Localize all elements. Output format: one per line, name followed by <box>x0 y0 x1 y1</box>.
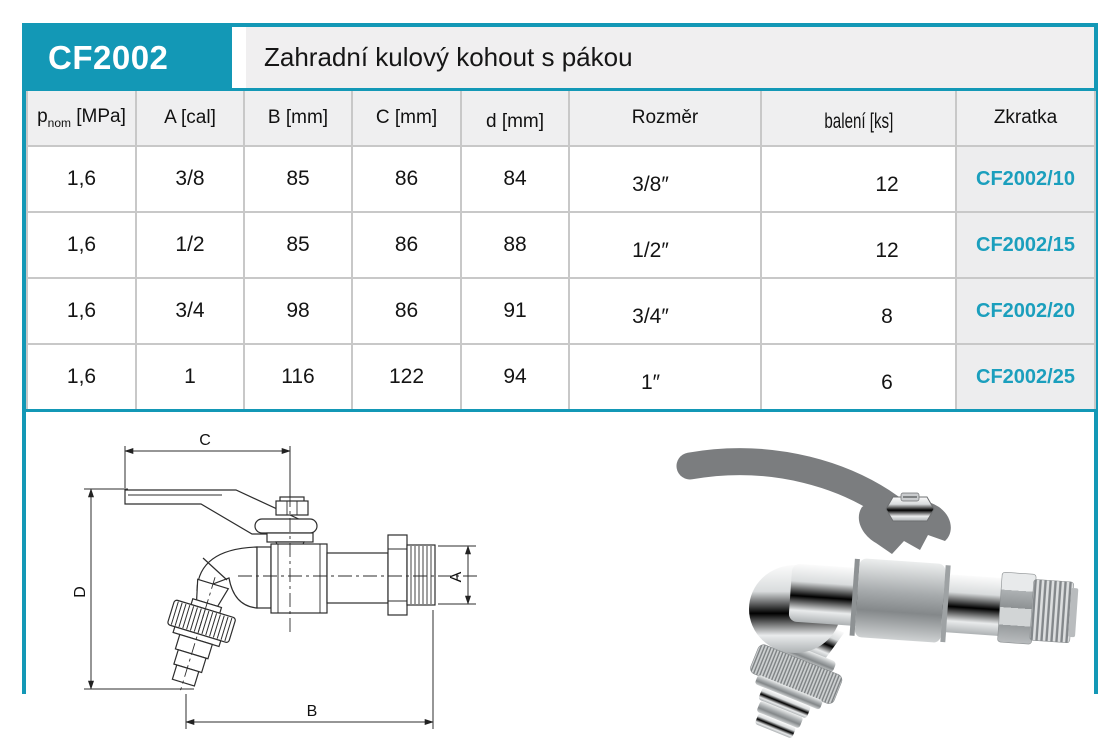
cell-rozmer: 3/8″ <box>569 146 761 212</box>
col-header-rozmer: Rozměr <box>569 90 761 147</box>
col-header-d: d [mm] <box>461 90 569 147</box>
table-row <box>27 278 1095 344</box>
union-hex <box>388 535 407 615</box>
technical-drawing <box>72 432 478 729</box>
product-code-badge <box>26 27 232 88</box>
cell-rozmer: 1/2″ <box>569 212 761 278</box>
cell-d: 84 <box>461 146 569 212</box>
figures-svg <box>26 412 1094 746</box>
body-main <box>271 544 327 613</box>
baleni-label: balení [ks] <box>824 109 893 133</box>
spec-table <box>26 88 1096 412</box>
header-gap <box>232 27 246 88</box>
cell-zkratka-link[interactable]: CF2002/20 <box>956 278 1095 344</box>
cell-c: 122 <box>352 344 461 411</box>
cell-baleni: 6 <box>761 344 956 411</box>
col-header-pnom <box>27 90 136 147</box>
col-header-zkratka: Zkratka <box>956 90 1095 147</box>
product-title: Zahradní kulový kohout s pákou <box>264 42 633 72</box>
col-header-c: C [mm] <box>352 90 461 147</box>
cell-b: 85 <box>244 146 352 212</box>
cell-zkratka-link[interactable]: CF2002/15 <box>956 212 1095 278</box>
cell-pnom: 1,6 <box>27 344 136 411</box>
cell-c: 86 <box>352 278 461 344</box>
cell-baleni: 12 <box>761 212 956 278</box>
pnom-base: p <box>37 106 48 128</box>
product-sheet <box>22 23 1098 720</box>
cell-a: 3/8 <box>136 146 244 212</box>
table-row <box>27 344 1095 411</box>
cell-b: 116 <box>244 344 352 411</box>
cell-a: 3/4 <box>136 278 244 344</box>
dim-label-d: D <box>72 586 89 598</box>
stem-nut <box>276 501 308 515</box>
lever-head-plate <box>255 519 317 533</box>
dim-label-a: A <box>448 571 465 583</box>
dim-label-b: B <box>306 703 318 720</box>
cell-b: 98 <box>244 278 352 344</box>
cell-a: 1 <box>136 344 244 411</box>
cell-d: 91 <box>461 278 569 344</box>
col-header-a: A [cal] <box>136 90 244 147</box>
cell-c: 86 <box>352 212 461 278</box>
table-row <box>27 212 1095 278</box>
pnom-sub: nom <box>47 115 71 130</box>
cell-zkratka-link[interactable]: CF2002/25 <box>956 344 1095 411</box>
body-left-cap <box>257 547 271 608</box>
figure-area <box>26 412 1094 746</box>
dimension-a <box>438 546 476 604</box>
product-code: CF2002 <box>48 39 169 76</box>
product-title-bar <box>246 27 1094 88</box>
cell-pnom: 1,6 <box>27 212 136 278</box>
cell-c: 86 <box>352 146 461 212</box>
spec-table-header-row <box>27 90 1095 147</box>
dim-label-c: C <box>199 432 211 449</box>
body-pipe <box>327 553 388 603</box>
cell-d: 94 <box>461 344 569 411</box>
cell-rozmer: 3/4″ <box>569 278 761 344</box>
photo-lever <box>690 462 951 554</box>
product-photo <box>690 462 1079 746</box>
pnom-unit: [MPa] <box>71 106 126 128</box>
col-header-baleni <box>761 90 956 147</box>
valve-outline <box>125 490 478 700</box>
cell-pnom: 1,6 <box>27 278 136 344</box>
cell-zkratka-link[interactable]: CF2002/10 <box>956 146 1095 212</box>
cell-baleni: 12 <box>761 146 956 212</box>
cell-a: 1/2 <box>136 212 244 278</box>
cell-pnom: 1,6 <box>27 146 136 212</box>
cell-rozmer: 1″ <box>569 344 761 411</box>
cell-baleni: 8 <box>761 278 956 344</box>
cell-d: 88 <box>461 212 569 278</box>
col-header-b: B [mm] <box>244 90 352 147</box>
cell-b: 85 <box>244 212 352 278</box>
sheet-header <box>26 27 1094 88</box>
table-row <box>27 146 1095 212</box>
